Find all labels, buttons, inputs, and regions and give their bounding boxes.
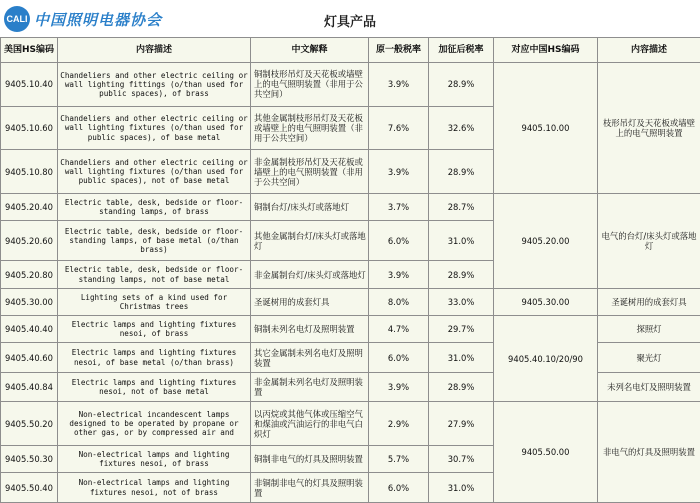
cn-desc-cell: 非金属制台灯/床头灯或落地灯 (251, 261, 369, 288)
en-desc-cell: Electric table, desk, bedside or floor-standing lamps, of base metal (o/than brass) (58, 221, 251, 261)
cn-desc-cell: 非金属制未列名电灯及照明装置 (251, 372, 369, 402)
new-rate-cell: 29.7% (429, 316, 494, 343)
logo-mark-icon: CALI (4, 6, 30, 32)
base-rate-cell: 3.9% (369, 261, 429, 288)
us-code-cell: 9405.20.40 (1, 193, 58, 220)
logo-text: 中国照明电器协会 (34, 10, 163, 29)
cn-desc-cell: 铜制非电气的灯具及照明装置 (251, 446, 369, 473)
en-desc-cell: Electric table, desk, bedside or floor-standing lamps, of brass (58, 193, 251, 220)
new-rate-cell: 28.9% (429, 372, 494, 402)
cn-group-desc-cell: 非电气的灯具及照明装置 (598, 402, 700, 503)
new-rate-cell: 31.0% (429, 473, 494, 503)
base-rate-cell: 2.9% (369, 402, 429, 446)
base-rate-cell: 3.7% (369, 193, 429, 220)
us-code-cell: 9405.10.60 (1, 106, 58, 150)
en-desc-cell: Non-electrical lamps and lighting fixtures nesoi, not of brass (58, 473, 251, 503)
cn-desc-cell: 非铜制非电气的灯具及照明装置 (251, 473, 369, 503)
cn-desc-cell: 其他金属制枝形吊灯及天花板或墙壁上的电气照明装置（非用于公共空间） (251, 106, 369, 150)
base-rate-cell: 3.9% (369, 150, 429, 194)
cn-desc-cell: 其他金属制台灯/床头灯或落地灯 (251, 221, 369, 261)
us-code-cell: 9405.30.00 (1, 288, 58, 315)
cn-code-cell: 9405.20.00 (494, 193, 598, 288)
table-header-row (1, 38, 700, 63)
new-rate-cell: 32.6% (429, 106, 494, 150)
new-rate-cell: 31.0% (429, 221, 494, 261)
cn-code-cell: 9405.50.00 (494, 402, 598, 503)
new-rate-cell: 28.9% (429, 261, 494, 288)
base-rate-cell: 6.0% (369, 473, 429, 503)
col-header-cn-desc: 中文解释 (251, 38, 369, 63)
cn-desc-cell: 非金属制枝形吊灯及天花板或墙壁上的电气照明装置（非用于公共空间） (251, 150, 369, 194)
new-rate-cell: 31.0% (429, 343, 494, 373)
en-desc-cell: Electric lamps and lighting fixtures nesoi, not of base metal (58, 372, 251, 402)
new-rate-cell: 28.9% (429, 150, 494, 194)
en-desc-cell: Chandeliers and other electric ceiling or wall lighting fixtures (o/than used for public spaces), of base metal (58, 106, 251, 150)
cn-group-desc-cell: 枝形吊灯及天花板或墙壁上的电气照明装置 (598, 63, 700, 194)
en-desc-cell: Non-electrical incandescent lamps designed to be operated by propane or other gas, or by compressed air and (58, 402, 251, 446)
table-row (1, 316, 700, 343)
cn-group-desc-cell: 探照灯 (598, 316, 700, 343)
header (0, 0, 700, 40)
new-rate-cell: 33.0% (429, 288, 494, 315)
col-header-base-rate: 原一般税率 (369, 38, 429, 63)
en-desc-cell: Lighting sets of a kind used for Christmas trees (58, 288, 251, 315)
table-row (1, 193, 700, 220)
table-row (1, 288, 700, 315)
en-desc-cell: Electric lamps and lighting fixtures nesoi, of brass (58, 316, 251, 343)
cn-group-desc-cell: 聚光灯 (598, 343, 700, 373)
base-rate-cell: 7.6% (369, 106, 429, 150)
new-rate-cell: 28.7% (429, 193, 494, 220)
cn-desc-cell: 以丙烷或其他气体或压缩空气和煤油或汽油运行的非电气白炽灯 (251, 402, 369, 446)
cn-desc-cell: 铜制枝形吊灯及天花板或墙壁上的电气照明装置（非用于公共空间） (251, 63, 369, 107)
en-desc-cell: Chandeliers and other electric ceiling or wall lighting fixtures (o/than used for public spaces), not of base metal (58, 150, 251, 194)
base-rate-cell: 3.9% (369, 63, 429, 107)
table-row (1, 63, 700, 107)
col-header-new-rate: 加征后税率 (429, 38, 494, 63)
col-header-us-code: 美国HS编码 (1, 38, 58, 63)
us-code-cell: 9405.10.80 (1, 150, 58, 194)
us-code-cell: 9405.50.20 (1, 402, 58, 446)
page-title: 灯具产品 (323, 15, 376, 30)
en-desc-cell: Electric lamps and lighting fixtures nesoi, of base metal (o/than brass) (58, 343, 251, 373)
col-header-en-desc: 内容描述 (58, 38, 251, 63)
us-code-cell: 9405.20.60 (1, 221, 58, 261)
en-desc-cell: Electric table, desk, bedside or floor-standing lamps, not of base metal (58, 261, 251, 288)
cn-group-desc-cell: 圣诞树用的成套灯具 (598, 288, 700, 315)
new-rate-cell: 27.9% (429, 402, 494, 446)
col-header-cn-group-desc: 内容描述 (598, 38, 700, 63)
us-code-cell: 9405.50.40 (1, 473, 58, 503)
cn-desc-cell: 其它金属制未列名电灯及照明装置 (251, 343, 369, 373)
us-code-cell: 9405.10.40 (1, 63, 58, 107)
en-desc-cell: Non-electrical lamps and lighting fixtures nesoi, of brass (58, 446, 251, 473)
us-code-cell: 9405.40.60 (1, 343, 58, 373)
us-code-cell: 9405.50.30 (1, 446, 58, 473)
new-rate-cell: 28.9% (429, 63, 494, 107)
us-code-cell: 9405.20.80 (1, 261, 58, 288)
col-header-cn-code: 对应中国HS编码 (494, 38, 598, 63)
cn-group-desc-cell: 电气的台灯/床头灯或落地灯 (598, 193, 700, 288)
cn-desc-cell: 圣诞树用的成套灯具 (251, 288, 369, 315)
base-rate-cell: 3.9% (369, 372, 429, 402)
en-desc-cell: Chandeliers and other electric ceiling or wall lighting fittings (o/than used for public spaces), of brass (58, 63, 251, 107)
us-code-cell: 9405.40.40 (1, 316, 58, 343)
base-rate-cell: 4.7% (369, 316, 429, 343)
cn-desc-cell: 铜制台灯/床头灯或落地灯 (251, 193, 369, 220)
cn-code-cell: 9405.40.10/20/90 (494, 316, 598, 402)
base-rate-cell: 6.0% (369, 343, 429, 373)
base-rate-cell: 5.7% (369, 446, 429, 473)
base-rate-cell: 6.0% (369, 221, 429, 261)
table-row (1, 402, 700, 446)
cn-code-cell: 9405.30.00 (494, 288, 598, 315)
cn-desc-cell: 铜制未列名电灯及照明装置 (251, 316, 369, 343)
tariff-table (0, 37, 700, 503)
new-rate-cell: 30.7% (429, 446, 494, 473)
cn-group-desc-cell: 未列名电灯及照明装置 (598, 372, 700, 402)
base-rate-cell: 8.0% (369, 288, 429, 315)
cn-code-cell: 9405.10.00 (494, 63, 598, 194)
us-code-cell: 9405.40.84 (1, 372, 58, 402)
